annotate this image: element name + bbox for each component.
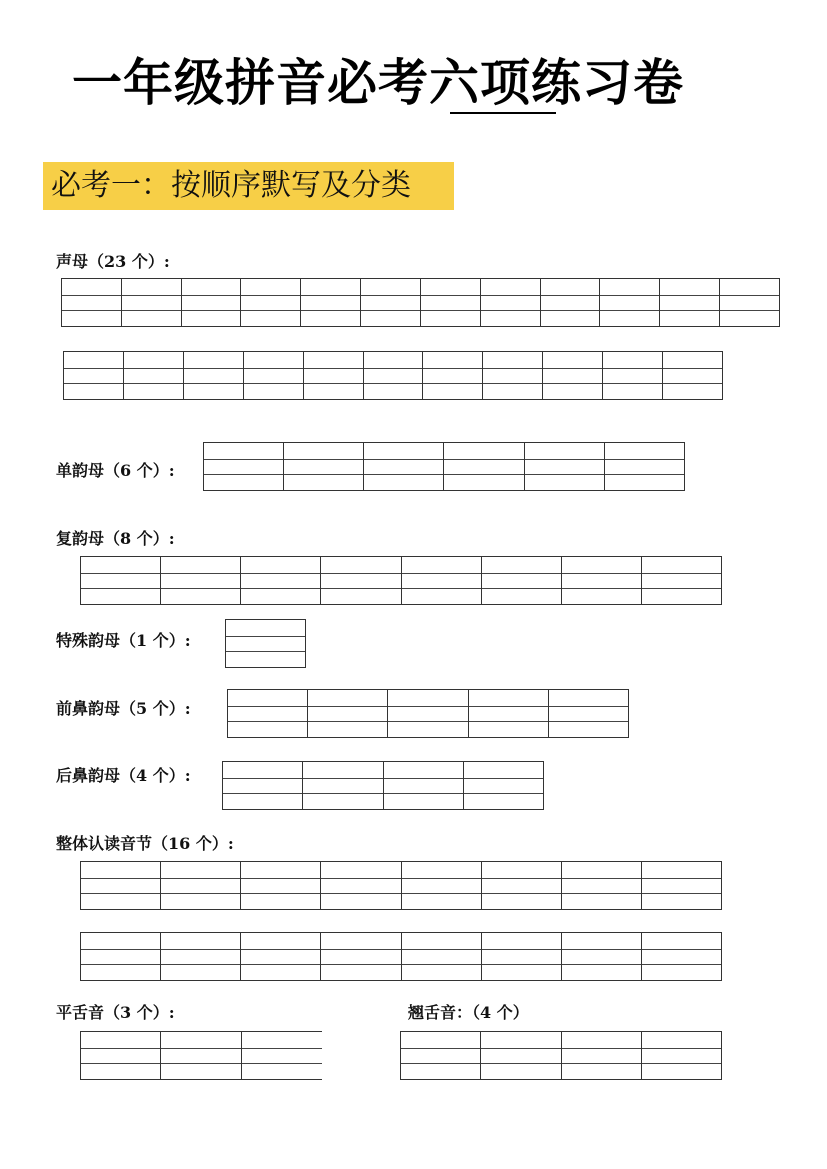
writing-cell[interactable] [603, 352, 663, 400]
writing-cell[interactable] [663, 352, 723, 400]
page-title: 一年级拼音必考六项练习卷 [72, 54, 684, 112]
single-finals-grid[interactable] [203, 442, 685, 491]
writing-cell[interactable] [301, 279, 361, 327]
writing-cell[interactable] [161, 1032, 241, 1080]
writing-cell[interactable] [81, 1032, 161, 1080]
writing-cell[interactable] [482, 933, 562, 981]
writing-cell[interactable] [421, 279, 481, 327]
front-nasal-grid[interactable] [227, 689, 629, 738]
whole-syllables-grid-row2[interactable] [80, 932, 722, 981]
writing-cell[interactable] [284, 443, 364, 491]
writing-cell[interactable] [384, 762, 464, 810]
writing-cell[interactable] [124, 352, 184, 400]
writing-cell[interactable] [562, 557, 642, 605]
writing-cell[interactable] [223, 762, 303, 810]
writing-cell[interactable] [204, 443, 284, 491]
writing-cell[interactable] [600, 279, 660, 327]
writing-cell[interactable] [720, 279, 780, 327]
title-underline [450, 112, 556, 114]
retroflex-label: 翘舌音：（4 个） [408, 1003, 529, 1022]
flat-tongue-label: 平舌音（3 个）: [56, 1003, 175, 1022]
writing-cell[interactable] [481, 1032, 561, 1080]
writing-cell[interactable] [482, 557, 562, 605]
writing-cell[interactable] [444, 443, 524, 491]
single-finals-label: 单韵母（6 个）: [56, 461, 175, 480]
writing-cell[interactable] [642, 862, 722, 910]
writing-cell[interactable] [562, 933, 642, 981]
compound-finals-grid[interactable] [80, 556, 722, 605]
writing-cell[interactable] [161, 933, 241, 981]
writing-cell[interactable] [525, 443, 605, 491]
writing-cell[interactable] [549, 690, 629, 738]
writing-cell[interactable] [482, 862, 562, 910]
section-banner [43, 162, 454, 210]
writing-cell[interactable] [541, 279, 601, 327]
writing-cell[interactable] [182, 279, 242, 327]
writing-cell[interactable] [81, 933, 161, 981]
writing-cell[interactable] [226, 620, 306, 668]
writing-cell[interactable] [304, 352, 364, 400]
writing-cell[interactable] [388, 690, 468, 738]
writing-cell[interactable] [62, 279, 122, 327]
whole-syllables-label: 整体认读音节（16 个）: [56, 834, 234, 853]
writing-cell[interactable] [241, 933, 321, 981]
section-heading: 必考一：按顺序默写及分类 [51, 168, 411, 203]
writing-cell[interactable] [122, 279, 182, 327]
writing-cell[interactable] [364, 352, 424, 400]
back-nasal-grid[interactable] [222, 761, 544, 810]
writing-cell[interactable] [483, 352, 543, 400]
writing-cell[interactable] [321, 862, 401, 910]
initials-grid-row1[interactable] [61, 278, 780, 327]
whole-syllables-grid-row1[interactable] [80, 861, 722, 910]
initials-label: 声母（23 个）: [56, 252, 170, 271]
writing-cell[interactable] [161, 862, 241, 910]
special-final-label: 特殊韵母（1 个）: [56, 631, 191, 650]
writing-cell[interactable] [464, 762, 544, 810]
writing-cell[interactable] [244, 352, 304, 400]
writing-cell[interactable] [543, 352, 603, 400]
writing-cell[interactable] [605, 443, 685, 491]
writing-cell[interactable] [241, 557, 321, 605]
writing-cell[interactable] [401, 1032, 481, 1080]
writing-cell[interactable] [481, 279, 541, 327]
writing-cell[interactable] [303, 762, 383, 810]
writing-cell[interactable] [241, 279, 301, 327]
writing-cell[interactable] [642, 933, 722, 981]
writing-cell[interactable] [423, 352, 483, 400]
writing-cell[interactable] [402, 557, 482, 605]
writing-cell[interactable] [562, 862, 642, 910]
writing-cell[interactable] [321, 933, 401, 981]
writing-cell[interactable] [161, 557, 241, 605]
compound-finals-label: 复韵母（8 个）: [56, 529, 175, 548]
writing-cell[interactable] [184, 352, 244, 400]
writing-cell[interactable] [364, 443, 444, 491]
writing-cell[interactable] [469, 690, 549, 738]
writing-cell[interactable] [402, 933, 482, 981]
initials-grid-row2[interactable] [63, 351, 723, 400]
writing-cell[interactable] [64, 352, 124, 400]
flat-tongue-grid[interactable] [80, 1031, 322, 1080]
writing-cell[interactable] [321, 557, 401, 605]
writing-cell[interactable] [660, 279, 720, 327]
writing-cell[interactable] [81, 557, 161, 605]
writing-cell[interactable] [642, 1032, 722, 1080]
writing-cell[interactable] [228, 690, 308, 738]
front-nasal-label: 前鼻韵母（5 个）: [56, 699, 191, 718]
writing-cell[interactable] [642, 557, 722, 605]
writing-cell[interactable] [242, 1032, 322, 1080]
retroflex-grid[interactable] [400, 1031, 722, 1080]
writing-cell[interactable] [81, 862, 161, 910]
writing-cell[interactable] [562, 1032, 642, 1080]
writing-cell[interactable] [402, 862, 482, 910]
writing-cell[interactable] [241, 862, 321, 910]
writing-cell[interactable] [361, 279, 421, 327]
special-final-grid[interactable] [225, 619, 306, 668]
back-nasal-label: 后鼻韵母（4 个）: [56, 766, 191, 785]
writing-cell[interactable] [308, 690, 388, 738]
